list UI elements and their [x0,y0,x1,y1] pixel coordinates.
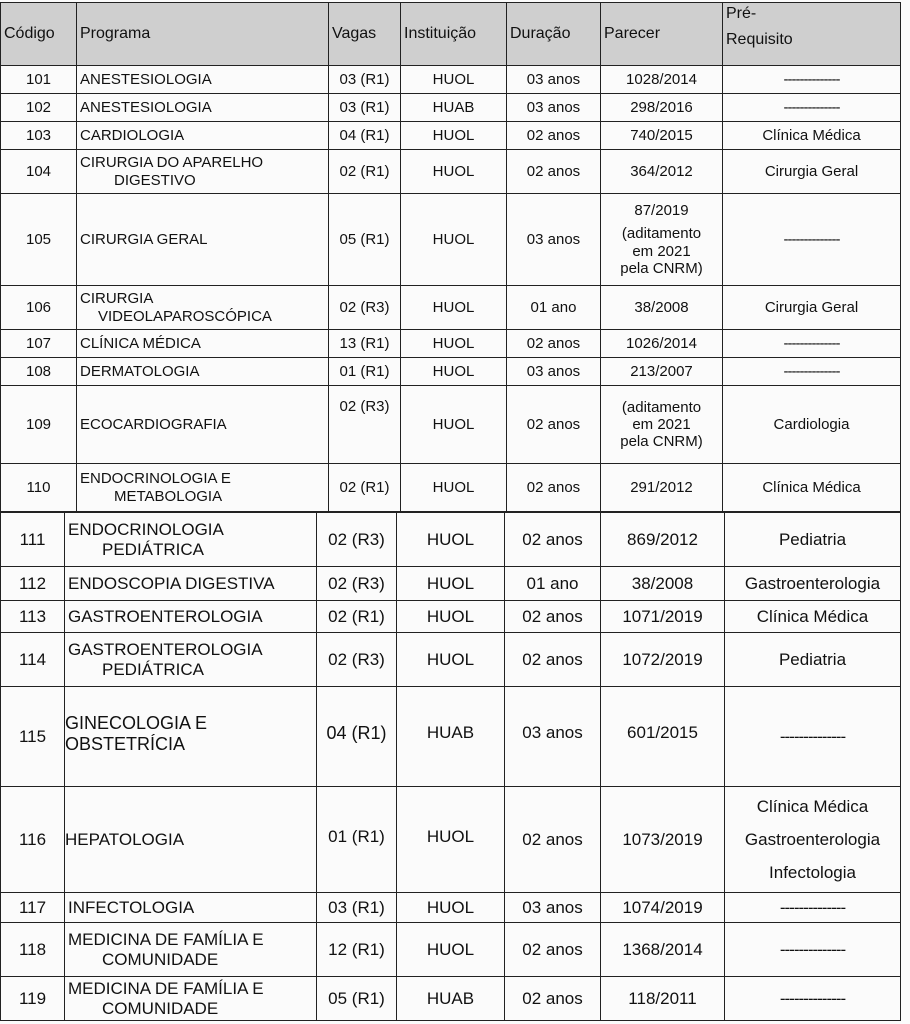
cell-instituicao: HUOL [401,386,507,464]
header-parecer: Parecer [601,3,723,66]
cell-programa [65,687,317,787]
cell-duracao: 03 anos [507,358,601,386]
cell-parecer-line4: pela CNRM) [620,259,703,277]
table-row [1,386,901,464]
cell-programa-line1: GASTROENTEROLOGIA [68,639,263,659]
cell-parecer: 118/2011 [601,977,725,1021]
cell-parecer: 1071/2019 [601,601,725,633]
cell-parecer: 1073/2019 [601,787,725,893]
cell-instituicao: HUOL [397,567,505,601]
header-instituicao: Instituição [401,3,507,66]
cell-prerequisito: Clínica Médica [725,601,901,633]
cell-duracao: 02 anos [505,787,601,893]
cell-duracao: 02 anos [507,464,601,512]
cell-codigo: 102 [1,94,77,122]
cell-programa-line2: DIGESTIVO [114,171,196,189]
cell-prerequisito: -------------- [725,923,901,977]
cell-codigo: 104 [1,150,77,194]
cell-duracao: 02 anos [505,601,601,633]
cell-duracao: 02 anos [505,513,601,567]
cell-parecer: 1072/2019 [601,633,725,687]
cell-duracao: 02 anos [505,633,601,687]
cell-parecer: 38/2008 [601,286,723,330]
cell-parecer: 601/2015 [601,687,725,787]
cell-codigo: 116 [1,787,65,893]
table-row [1,601,901,633]
cell-instituicao: HUOL [397,601,505,633]
cell-vagas: 05 (R1) [317,977,397,1021]
cell-prerequisito: Pediatria [725,513,901,567]
cell-codigo: 110 [1,464,77,512]
cell-prerequisito: -------------- [723,330,901,358]
cell-programa-line2: VIDEOLAPAROSCÓPICA [98,307,272,325]
cell-codigo: 112 [1,567,65,601]
cell-codigo: 115 [1,687,65,787]
cell-instituicao: HUOL [401,358,507,386]
cell-programa: ANESTESIOLOGIA [77,66,329,94]
cell-duracao: 01 ano [507,286,601,330]
table-row [1,977,901,1021]
cell-programa-line1: GINECOLOGIA E [65,713,208,733]
cell-parecer-line3: em 2021 [632,242,691,260]
cell-prerequisito: -------------- [723,94,901,122]
table-row [1,567,901,601]
cell-programa-line2: PEDIÁTRICA [102,539,205,559]
cell-programa: CIRURGIA GERAL [77,194,329,286]
table-row [1,358,901,386]
cell-duracao: 02 anos [507,122,601,150]
cell-prerequisito: Cardiologia [723,386,901,464]
cell-parecer: 213/2007 [601,358,723,386]
cell-vagas: 12 (R1) [317,923,397,977]
cell-prerequisito-line2: Gastroenterologia [744,830,881,849]
table-row [1,150,901,194]
header-prerequisito-line1: Pré- [726,5,757,22]
table-row [1,633,901,687]
cell-programa [77,150,329,194]
cell-vagas: 02 (R3) [317,513,397,567]
cell-prerequisito: Clínica Médica [723,122,901,150]
cell-instituicao: HUOL [401,122,507,150]
cell-prerequisito: Cirurgia Geral [723,150,901,194]
cell-instituicao: HUOL [397,787,505,893]
cell-programa: INFECTOLOGIA [65,893,317,923]
cell-prerequisito-line3: Infectologia [769,863,856,882]
cell-programa [77,464,329,512]
cell-parecer [601,194,723,286]
cell-codigo: 118 [1,923,65,977]
cell-vagas: 02 (R3) [329,386,401,464]
residency-table-top [0,2,901,512]
cell-programa [77,286,329,330]
cell-instituicao: HUOL [401,330,507,358]
header-prerequisito [723,3,901,66]
cell-duracao: 01 ano [505,567,601,601]
header-prerequisito-line2: Requisito [726,31,793,49]
cell-vagas: 03 (R1) [329,66,401,94]
cell-parecer: 1368/2014 [601,923,725,977]
cell-programa: GASTROENTEROLOGIA [65,601,317,633]
cell-programa-line1: ENDOCRINOLOGIA [68,519,224,539]
cell-parecer: 298/2016 [601,94,723,122]
cell-prerequisito [725,787,901,893]
cell-vagas: 13 (R1) [329,330,401,358]
cell-programa-line1: CIRURGIA DO APARELHO [80,154,264,172]
cell-duracao: 02 anos [507,330,601,358]
table-row [1,94,901,122]
cell-programa-line2: METABOLOGIA [114,487,223,505]
cell-instituicao: HUAB [397,977,505,1021]
table-row [1,464,901,512]
cell-programa: ECOCARDIOGRAFIA [77,386,329,464]
cell-programa-line2: COMUNIDADE [102,949,219,969]
cell-codigo: 103 [1,122,77,150]
cell-parecer: 291/2012 [601,464,723,512]
cell-vagas: 02 (R1) [317,601,397,633]
cell-instituicao: HUAB [397,687,505,787]
cell-vagas: 02 (R1) [329,464,401,512]
cell-vagas: 02 (R3) [317,567,397,601]
cell-parecer: 869/2012 [601,513,725,567]
cell-instituicao: HUAB [401,94,507,122]
cell-codigo: 111 [1,513,65,567]
header-duracao: Duração [507,3,601,66]
cell-programa-line2: PEDIÁTRICA [102,659,205,679]
cell-instituicao: HUOL [401,464,507,512]
cell-codigo: 114 [1,633,65,687]
cell-vagas: 02 (R1) [329,150,401,194]
cell-programa-line1: MEDICINA DE FAMÍLIA E [68,978,264,998]
cell-programa [65,923,317,977]
cell-instituicao: HUOL [397,513,505,567]
cell-parecer [601,386,723,464]
cell-parecer: 364/2012 [601,150,723,194]
table-row [1,787,901,893]
cell-programa: ANESTESIOLOGIA [77,94,329,122]
cell-prerequisito: Cirurgia Geral [723,286,901,330]
cell-instituicao: HUOL [401,286,507,330]
cell-duracao: 03 anos [505,893,601,923]
cell-prerequisito: -------------- [725,893,901,923]
cell-prerequisito: Clínica Médica [723,464,901,512]
cell-vagas: 01 (R1) [317,787,397,893]
cell-prerequisito-line1: Clínica Médica [756,797,869,816]
cell-parecer-line1: (aditamento [621,398,702,416]
cell-parecer-line2: (aditamento [621,225,702,243]
cell-prerequisito: -------------- [723,194,901,286]
table-row [1,513,901,567]
table-row [1,687,901,787]
cell-duracao: 02 anos [507,150,601,194]
cell-programa-line1: ENDOCRINOLOGIA E [80,470,231,488]
cell-programa [65,633,317,687]
cell-duracao: 03 anos [505,687,601,787]
cell-programa-line2: COMUNIDADE [102,998,219,1018]
cell-programa-line1: CIRURGIA [80,290,154,308]
cell-instituicao: HUOL [401,150,507,194]
cell-codigo: 109 [1,386,77,464]
header-vagas: Vagas [329,3,401,66]
cell-instituicao: HUOL [401,194,507,286]
cell-programa: DERMATOLOGIA [77,358,329,386]
table-row [1,286,901,330]
cell-programa [65,977,317,1021]
cell-codigo: 105 [1,194,77,286]
cell-codigo: 101 [1,66,77,94]
cell-instituicao: HUOL [397,633,505,687]
cell-prerequisito: Pediatria [725,633,901,687]
cell-vagas: 03 (R1) [317,893,397,923]
cell-vagas: 01 (R1) [329,358,401,386]
cell-instituicao: HUOL [401,66,507,94]
cell-parecer: 1026/2014 [601,330,723,358]
residency-table-bottom [0,512,901,1021]
cell-duracao: 02 anos [507,386,601,464]
cell-prerequisito: Gastroenterologia [725,567,901,601]
cell-duracao: 02 anos [505,977,601,1021]
cell-vagas: 04 (R1) [329,122,401,150]
cell-instituicao: HUOL [397,923,505,977]
cell-vagas: 05 (R1) [329,194,401,286]
cell-duracao: 03 anos [507,94,601,122]
header-codigo: Código [1,3,77,66]
table-row [1,893,901,923]
cell-codigo: 108 [1,358,77,386]
cell-programa: ENDOSCOPIA DIGESTIVA [65,567,317,601]
cell-prerequisito: -------------- [723,358,901,386]
cell-parecer: 38/2008 [601,567,725,601]
cell-parecer-line2: em 2021 [632,415,691,433]
cell-prerequisito: -------------- [725,687,901,787]
table-row [1,194,901,286]
cell-programa: CARDIOLOGIA [77,122,329,150]
cell-prerequisito: -------------- [725,977,901,1021]
cell-vagas: 04 (R1) [317,687,397,787]
cell-vagas: 02 (R3) [317,633,397,687]
cell-programa: HEPATOLOGIA [65,787,317,893]
table-header-row [1,3,901,66]
cell-parecer: 1074/2019 [601,893,725,923]
cell-programa-line2: OBSTETRÍCIA [65,733,186,754]
cell-parecer-line1: 87/2019 [634,202,689,219]
cell-codigo: 113 [1,601,65,633]
cell-programa: CLÍNICA MÉDICA [77,330,329,358]
table-row [1,923,901,977]
cell-parecer: 740/2015 [601,122,723,150]
cell-programa-line1: MEDICINA DE FAMÍLIA E [68,929,264,949]
cell-instituicao: HUOL [397,893,505,923]
cell-codigo: 107 [1,330,77,358]
cell-codigo: 106 [1,286,77,330]
cell-duracao: 03 anos [507,66,601,94]
cell-vagas: 03 (R1) [329,94,401,122]
table-row [1,122,901,150]
cell-prerequisito: -------------- [723,66,901,94]
cell-codigo: 119 [1,977,65,1021]
cell-duracao: 02 anos [505,923,601,977]
cell-codigo: 117 [1,893,65,923]
cell-programa [65,513,317,567]
cell-parecer-line3: pela CNRM) [620,433,703,451]
header-programa: Programa [77,3,329,66]
cell-duracao: 03 anos [507,194,601,286]
cell-vagas: 02 (R3) [329,286,401,330]
cell-parecer: 1028/2014 [601,66,723,94]
table-row [1,330,901,358]
table-row [1,66,901,94]
